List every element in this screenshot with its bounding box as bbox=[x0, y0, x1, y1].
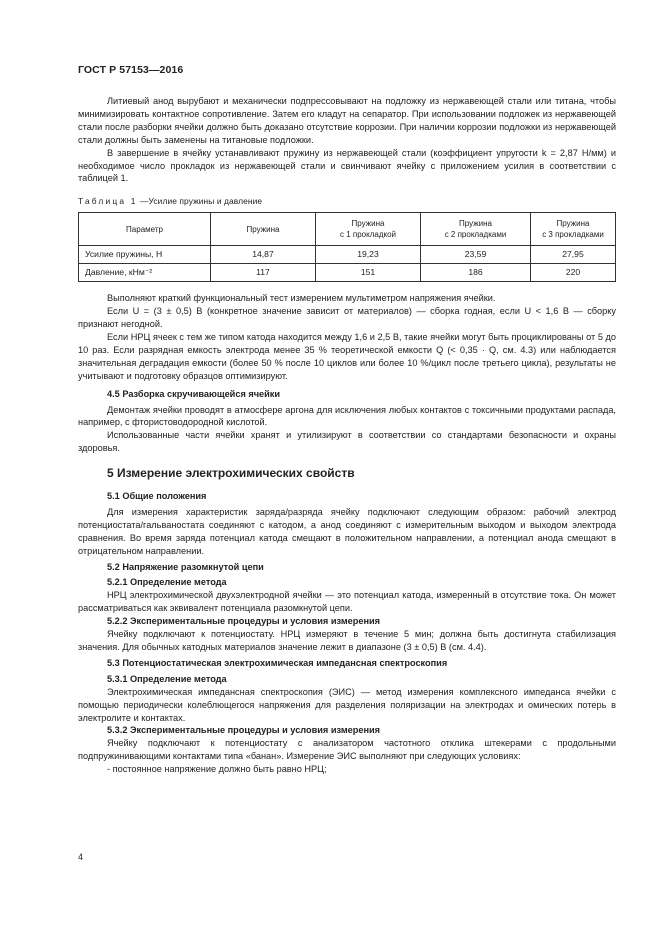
page-number: 4 bbox=[78, 852, 84, 862]
table-cell: 23,59 bbox=[421, 246, 531, 264]
table-header-cell: Пружина с 1 прокладкой bbox=[316, 213, 421, 246]
paragraph-5-2-1: НРЦ электрохимической двухэлектродной ячейки — это потенциал катода, измеренный в отсутствие тока. Он может рассматриваться как эквивалент потенциала разомкнутой цепи. bbox=[78, 590, 616, 614]
paragraph-test: Выполняют краткий функциональный тест измерением мультиметром напряжения ячейки. bbox=[107, 293, 496, 304]
section-5-2-1-title: 5.2.1 Определение метода bbox=[107, 577, 227, 588]
table-row bbox=[79, 246, 616, 264]
table-row bbox=[79, 264, 616, 282]
table-caption-title: —Усилие пружины и давление bbox=[137, 196, 263, 207]
section-4-5-title: 4.5 Разборка скручивающейся ячейки bbox=[107, 388, 281, 399]
paragraph-spring: В завершение в ячейку устанавливают пружину из нержавеющей стали (коэффициент упругости k = 2,87 Н/мм) и необходимое число прокладок из нержавеющей стали и свинчивают ячейку с приложением усилия в соответствии с таблицей 1. bbox=[78, 147, 616, 184]
section-5-title: 5 Измерение электрохимических свойств bbox=[107, 466, 355, 481]
paragraph-5-3-2: Ячейку подключают к потенциостату с анализатором частотного отклика штекерами с продольными подпружинивающими контактами типа «банан». Измерение ЭИС выполняют при следующих условиях: bbox=[78, 738, 616, 762]
paragraph-voltage: Если U = (3 ± 0,5) В (конкретное значение зависит от материалов) — сборка годная, если U < 1,6 В — сборку признают негодной. bbox=[78, 306, 616, 330]
list-item: - постоянное напряжение должно быть равно НРЦ; bbox=[107, 764, 327, 775]
section-5-3-title: 5.3 Потенциостатическая электрохимическая импедансная спектроскопия bbox=[107, 657, 448, 668]
section-5-3-2-title: 5.3.2 Экспериментальные процедуры и условия измерения bbox=[107, 725, 381, 736]
table-header-cell: Пружина с 2 прокладками bbox=[421, 213, 531, 246]
table-header-cell: Пружина с 3 прокладками bbox=[531, 213, 616, 246]
paragraph-cycling: Если НРЦ ячеек с тем же типом катода находится между 1,6 и 2,5 В, такие ячейки могут быть проциклированы от 5 до 10 раз. Если разрядная емкость электрода менее 35 % теоретической емкости Q (< 0,35 · Q, см. 4.3) или наблюдается значительная деградация емкости (более 50 % после 10 циклов или более 10 %/цикл после третьего цикла), результаты не учитывают и подготовку образцов оптимизируют. bbox=[78, 331, 616, 381]
section-5-2-title: 5.2 Напряжение разомкнутой цепи bbox=[107, 561, 264, 572]
table-caption bbox=[78, 195, 616, 208]
table-cell: 117 bbox=[211, 264, 316, 282]
table-caption-label: Таблица 1 bbox=[78, 196, 138, 207]
paragraph-anode: Литиевый анод вырубают и механически подпрессовывают на подложку из нержавеющей стали или титана, чтобы минимизировать контактное сопротивление. Затем его кладут на сепаратор. При использовании подложек из нержавеющей стали после разборки ячейки должно быть доказано отсутствие коррозии. При наличии коррозии подложки из нержавеющей стали должны быть заменены на титановые подложки. bbox=[78, 96, 616, 145]
paragraph-disposal: Использованные части ячейки хранят и утилизируют в соответствии со стандартами безопасности и охраны здоровья. bbox=[78, 430, 616, 454]
spring-force-table bbox=[78, 212, 616, 282]
paragraph-5-1: Для измерения характеристик заряда/разряда ячейку подключают следующим образом: рабочий электрод потенциостата/гальваностата соединяют с катодом, а анод соединяют с измерительным выходом и выходом электрода сравнения. Во время заряда потенциал катода смещают в положительном направлении, а потенциал анода смещают в отрицательном направлении. bbox=[78, 506, 616, 556]
table-cell: 14,87 bbox=[211, 246, 316, 264]
table-row-label: Давление, кНм⁻² bbox=[79, 264, 211, 282]
paragraph-disassembly: Демонтаж ячейки проводят в атмосфере аргона для исключения любых контактов с токсичными продуктами распада, например, с фтористоводородной кислотой. bbox=[78, 404, 616, 428]
table-cell: 220 bbox=[531, 264, 616, 282]
table-cell: 27,95 bbox=[531, 246, 616, 264]
table-header-cell: Пружина bbox=[211, 213, 316, 246]
paragraph-5-3-1: Электрохимическая импедансная спектроскопия (ЭИС) — метод измерения комплексного импеданса ячейки с помощью периодически колеблющегося напряжения для разделения поляризации на электродах и омических потерь в электролите и контактах. bbox=[78, 686, 616, 723]
section-5-3-1-title: 5.3.1 Определение метода bbox=[107, 673, 227, 684]
section-5-1-title: 5.1 Общие положения bbox=[107, 491, 207, 502]
standard-header: ГОСТ Р 57153—2016 bbox=[78, 64, 184, 76]
section-5-2-2-title: 5.2.2 Экспериментальные процедуры и условия измерения bbox=[107, 616, 381, 627]
table-cell: 151 bbox=[316, 264, 421, 282]
table-row-label: Усилие пружины, Н bbox=[79, 246, 211, 264]
table-cell: 19,23 bbox=[316, 246, 421, 264]
paragraph-5-2-2: Ячейку подключают к потенциостату. НРЦ измеряют в течение 5 мин; должна быть достигнута стабилизация значения. Для обычных катодных материалов значение лежит в диапазоне (3 ± 0,5) В (см. 4.4). bbox=[78, 629, 616, 652]
table-cell: 186 bbox=[421, 264, 531, 282]
page-content bbox=[78, 95, 616, 776]
table-header-cell: Параметр bbox=[79, 213, 211, 246]
table-header-row bbox=[79, 213, 616, 246]
